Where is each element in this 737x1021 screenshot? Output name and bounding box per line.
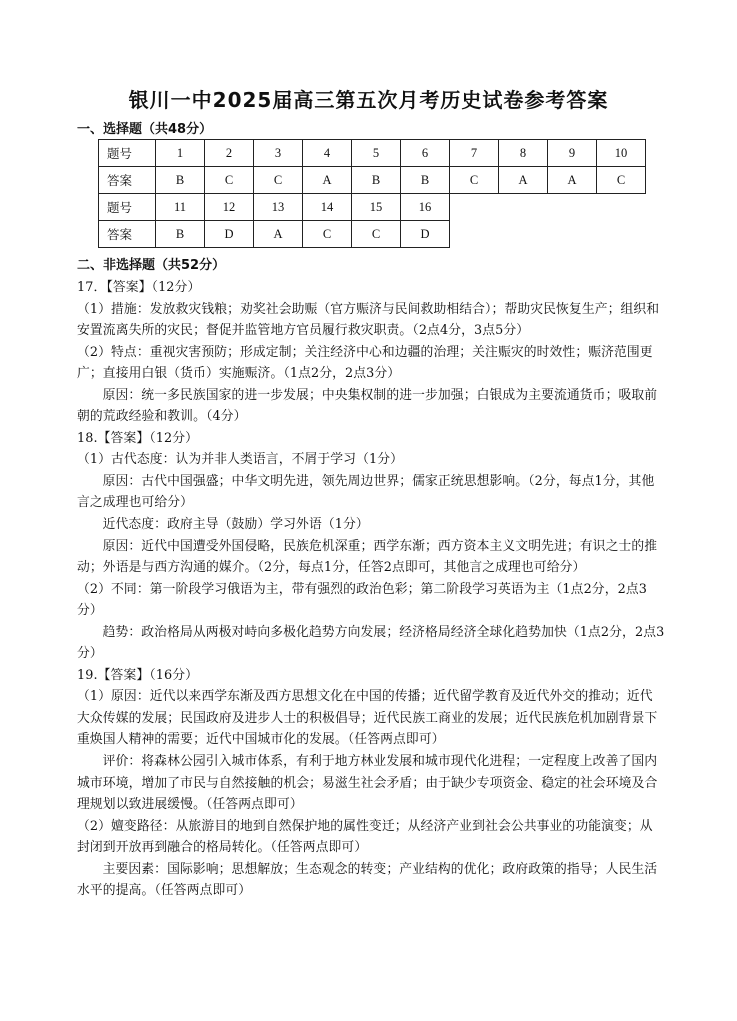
table-cell: 7 xyxy=(450,140,499,167)
q19-line: 评价：将森林公园引入城市体系，有利于地方林业发展和城市现代化进程；一定程度上改善了国内城市环境，增加了市民与自然接触的机会；易滋生社会矛盾；由于缺少专项资金、稳定的社会环境及合理规划以致进展缓慢。（任答两点即可） xyxy=(77,754,658,813)
table-cell: B xyxy=(352,167,401,194)
q18-line: （2）不同：第一阶段学习俄语为主，带有强烈的政治色彩；第二阶段学习英语为主（1点2分，2点3分） xyxy=(77,581,647,619)
table-cell: 6 xyxy=(401,140,450,167)
section-nonchoice-heading: 二、非选择题（共52分） xyxy=(77,258,226,273)
table-cell: 13 xyxy=(254,194,303,221)
table-cell-empty xyxy=(597,221,646,248)
table-cell: 9 xyxy=(548,140,597,167)
table-cell: 题号 xyxy=(99,194,156,221)
q19-heading: 19.【答案】（16分） xyxy=(77,667,199,683)
table-cell: 15 xyxy=(352,194,401,221)
table-cell: 11 xyxy=(156,194,205,221)
table-cell: 1 xyxy=(156,140,205,167)
table-cell-empty xyxy=(548,194,597,221)
table-row xyxy=(99,140,646,167)
table-cell: 8 xyxy=(499,140,548,167)
table-cell: 12 xyxy=(205,194,254,221)
table-cell-empty xyxy=(450,194,499,221)
q18-line: 趋势：政治格局从两极对峙向多极化趋势方向发展；经济格局经济全球化趋势加快（1点2分，2点3分） xyxy=(77,624,665,662)
table-cell: 10 xyxy=(597,140,646,167)
q17-line: （2）特点：重视灾害预防；形成定制；关注经济中心和边疆的治理；关注赈灾的时效性；赈济范围更广；直接用白银（货币）实施赈济。（1点2分，2点3分） xyxy=(77,344,653,382)
table-cell-empty xyxy=(499,194,548,221)
table-cell: 4 xyxy=(303,140,352,167)
page-title: 银川一中2025届高三第五次月考历史试卷参考答案 xyxy=(128,88,609,112)
table-cell: D xyxy=(401,221,450,248)
q18-heading: 18.【答案】（12分） xyxy=(77,430,199,446)
table-cell: 答案 xyxy=(99,167,156,194)
table-cell: C xyxy=(205,167,254,194)
q17-heading: 17．【答案】（12分） xyxy=(77,280,201,295)
q17-line: 原因：统一多民族国家的进一步发展；中央集权制的进一步加强；白银成为主要流通货币；吸取前朝的荒政经验和教训。（4分） xyxy=(77,387,658,425)
table-cell: 14 xyxy=(303,194,352,221)
table-cell: 16 xyxy=(401,194,450,221)
table-cell-empty xyxy=(499,221,548,248)
q18-line: 原因：古代中国强盛；中华文明先进，领先周边世界；儒家正统思想影响。（2分，每点1分，其他言之成理也可给分） xyxy=(77,473,655,511)
table-row xyxy=(99,194,646,221)
answer-table xyxy=(98,139,646,248)
table-cell: 2 xyxy=(205,140,254,167)
q19-line: （1）原因：近代以来西学东渐及西方思想文化在中国的传播；近代留学教育及近代外交的推动；近代大众传媒的发展；民国政府及进步人士的积极倡导；近代民族工商业的发展；近代民族危机加剧背景下重焕国人精神的需要；近代中国城市化的发展。（任答两点即可） xyxy=(77,689,658,748)
table-cell: C xyxy=(597,167,646,194)
q17-line: （1）措施：发放救灾钱粮；劝奖社会助赈（官方赈济与民间救助相结合）；帮助灾民恢复生产；组织和安置流离失所的灾民；督促并监管地方官员履行救灾职责。（2点4分，3点5分） xyxy=(77,301,660,339)
table-cell: B xyxy=(156,221,205,248)
q19-line: （2）嬗变路径：从旅游目的地到自然保护地的属性变迁；从经济产业到社会公共事业的功能演变；从封闭到开放再到融合的格局转化。（任答两点即可） xyxy=(77,818,653,856)
table-cell: 3 xyxy=(254,140,303,167)
table-cell: 题号 xyxy=(99,140,156,167)
table-cell: 答案 xyxy=(99,221,156,248)
table-cell: C xyxy=(254,167,303,194)
table-row xyxy=(99,167,646,194)
table-cell: A xyxy=(254,221,303,248)
table-cell: 5 xyxy=(352,140,401,167)
table-cell: C xyxy=(450,167,499,194)
table-cell: B xyxy=(156,167,205,194)
table-cell: A xyxy=(548,167,597,194)
q19-line: 主要因素：国际影响；思想解放；生态观念的转变；产业结构的优化；政府政策的指导；人民生活水平的提高。（任答两点即可） xyxy=(77,861,658,899)
table-cell: D xyxy=(205,221,254,248)
q18-line: 近代态度：政府主导（鼓励）学习外语（1分） xyxy=(102,517,369,533)
table-cell: C xyxy=(352,221,401,248)
table-cell: A xyxy=(499,167,548,194)
table-row xyxy=(99,221,646,248)
table-cell: A xyxy=(303,167,352,194)
answer-body xyxy=(77,277,665,902)
table-cell: B xyxy=(401,167,450,194)
table-cell-empty xyxy=(450,221,499,248)
table-cell-empty xyxy=(597,194,646,221)
q18-line: 原因：近代中国遭受外国侵略，民族危机深重；西学东渐；西方资本主义文明先进；有识之士的推动；外语是与西方沟通的媒介。（2分，每点1分，任答2点即可，其他言之成理也可给分） xyxy=(77,538,658,576)
q18-line: （1）古代态度：认为并非人类语言，不屑于学习（1分） xyxy=(77,452,404,468)
table-cell-empty xyxy=(548,221,597,248)
section-choice-heading: 一、选择题（共48分） xyxy=(77,122,213,137)
table-cell: C xyxy=(303,221,352,248)
